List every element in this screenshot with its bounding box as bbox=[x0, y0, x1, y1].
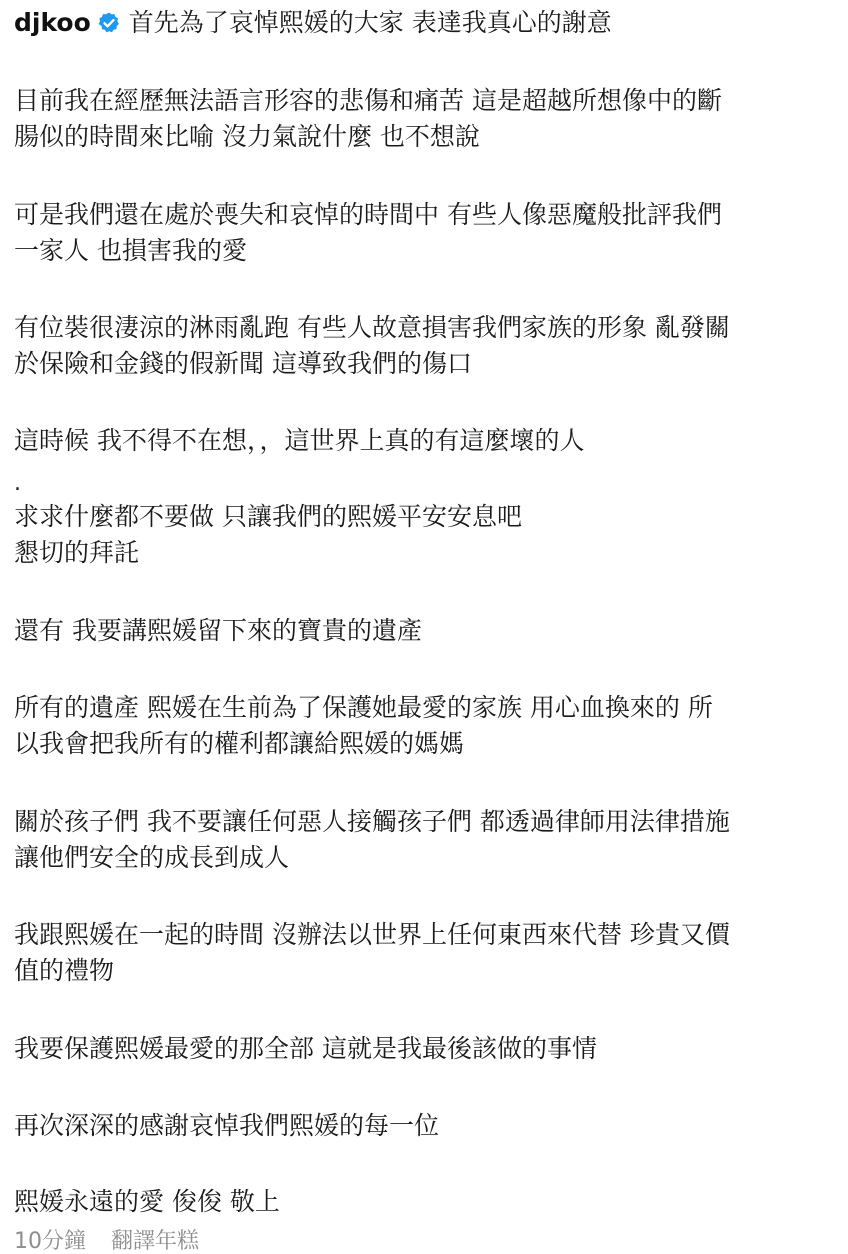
caption-line: 以我會把我所有的權利都讓給熙媛的媽媽 bbox=[14, 729, 465, 758]
caption-line: 值的禮物 bbox=[14, 956, 115, 985]
post-footer bbox=[14, 1230, 217, 1254]
caption-line: 腸似的時間來比喻 沒力氣說什麼 也不想說 bbox=[14, 122, 480, 151]
caption-line: 目前我在經歷無法語言形容的悲傷和痛苦 這是超越所想像中的斷 bbox=[14, 86, 722, 115]
caption-line: 讓他們安全的成長到成人 bbox=[14, 843, 290, 872]
caption-line: 這時候 我不得不在想，，這世界上真的有這麼壞的人 bbox=[14, 426, 585, 455]
post-timestamp: 10分鐘 bbox=[14, 1229, 86, 1254]
caption-line: 我跟熙媛在一起的時間 沒辦法以世界上任何東西來代替 珍貴又價 bbox=[14, 920, 730, 949]
caption-line: 一家人 也損害我的愛 bbox=[14, 236, 247, 265]
caption-line: 再次深深的感謝哀悼我們熙媛的每一位 bbox=[14, 1111, 440, 1140]
translate-link[interactable]: 翻譯年糕 bbox=[111, 1229, 200, 1254]
caption-line: 我要保護熙媛最愛的那全部 這就是我最後該做的事情 bbox=[14, 1034, 597, 1063]
stray-dot: . bbox=[14, 471, 21, 496]
caption-line: 求求什麼都不要做 只讓我們的熙媛平安安息吧 bbox=[14, 502, 522, 531]
caption-line: 懇切的拜託 bbox=[14, 538, 140, 567]
caption-line: 於保險和金錢的假新聞 這導致我們的傷口 bbox=[14, 349, 472, 378]
caption-line: 還有 我要講熙媛留下來的寶貴的遺產 bbox=[14, 616, 422, 645]
caption-header bbox=[14, 6, 612, 40]
username-link[interactable]: djkoo bbox=[14, 8, 91, 37]
caption-line: 所有的遺產 熙媛在生前為了保護她最愛的家族 用心血換來的 所 bbox=[14, 693, 713, 722]
caption-line: 熙媛永遠的愛 俊俊 敬上 bbox=[14, 1187, 280, 1216]
caption-first-line: 首先為了哀悼熙媛的大家 表達我真心的謝意 bbox=[128, 8, 612, 37]
caption-line: 有位裝很淒涼的淋雨亂跑 有些人故意損害我們家族的形象 亂發關 bbox=[14, 313, 730, 342]
verified-badge-icon bbox=[97, 11, 121, 35]
caption-line: 可是我們還在處於喪失和哀悼的時間中 有些人像惡魔般批評我們 bbox=[14, 200, 722, 229]
caption-line: 關於孩子們 我不要讓任何惡人接觸孩子們 都透過律師用法律措施 bbox=[14, 807, 730, 836]
